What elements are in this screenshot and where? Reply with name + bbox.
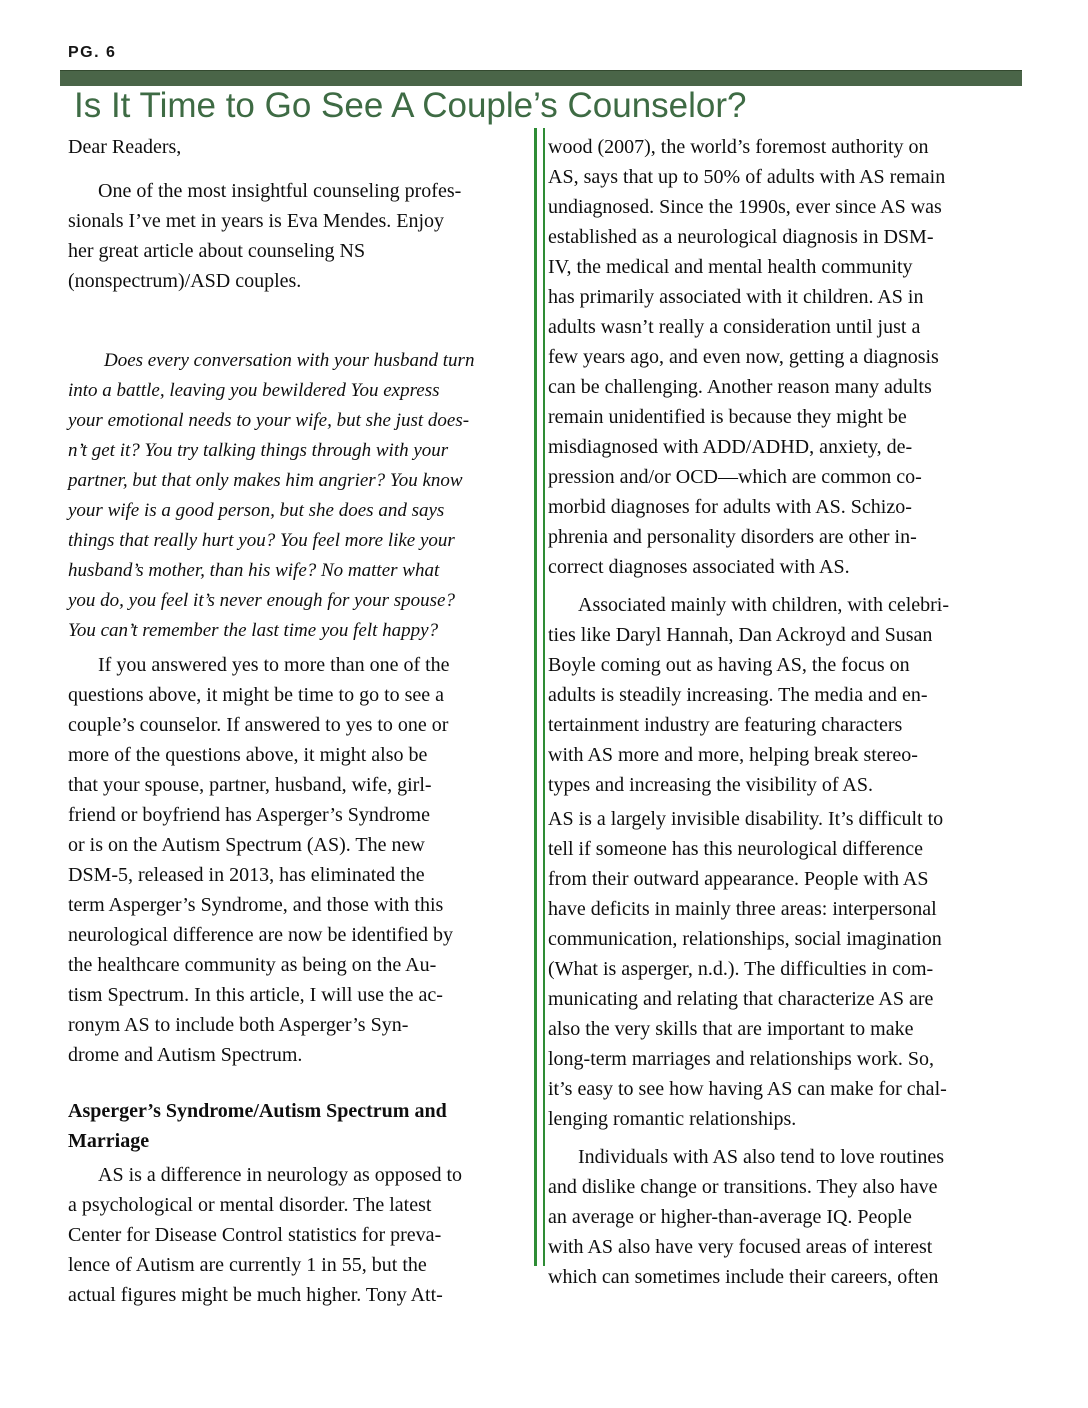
text-line: (nonspectrum)/ASD couples.: [68, 270, 302, 292]
article-body: [68, 132, 1020, 1310]
header-rule: [60, 70, 1022, 86]
text-line: n’t get it? You try talking things through with your: [68, 440, 449, 461]
text-line: municating and relating that characterize AS are: [548, 988, 934, 1010]
text-line: friend or boyfriend has Asperger’s Syndrome: [68, 804, 430, 826]
text-line: You can’t remember the last time you felt happy?: [68, 620, 439, 641]
text-line: it’s easy to see how having AS can make for chal-: [548, 1078, 947, 1100]
text-line: a psychological or mental disorder. The latest: [68, 1194, 432, 1216]
text-line: more of the questions above, it might also be: [68, 744, 428, 766]
text-line: term Asperger’s Syndrome, and those with this: [68, 894, 444, 916]
text-line: types and increasing the visibility of AS.: [548, 774, 873, 796]
text-line: have deficits in mainly three areas: interpersonal: [548, 898, 937, 920]
column-divider: [526, 132, 548, 1310]
page-number: PG. 6: [68, 44, 117, 61]
text-line: wood (2007), the world’s foremost authority on: [548, 136, 929, 158]
body-paragraph: [68, 1160, 526, 1310]
text-line: can be challenging. Another reason many adults: [548, 376, 932, 398]
body-paragraph: [548, 1142, 1020, 1292]
text-line: husband’s mother, than his wife? No matter what: [68, 560, 440, 581]
text-line: AS is a largely invisible disability. It’s difficult to: [548, 808, 944, 830]
text-line: or is on the Autism Spectrum (AS). The new: [68, 834, 425, 856]
text-line: adults is steadily increasing. The media and en-: [548, 684, 928, 706]
text-line: your emotional needs to your wife, but she just does-: [68, 410, 470, 431]
text-line: misdiagnosed with ADD/ADHD, anxiety, de-: [548, 436, 913, 458]
body-paragraph: [68, 650, 526, 1070]
text-line: Associated mainly with children, with celebri-: [578, 594, 950, 616]
text-line: Marriage: [68, 1130, 150, 1152]
text-line: remain unidentified is because they might be: [548, 406, 907, 428]
body-paragraph: [548, 132, 1020, 582]
text-line: with AS more and more, helping break stereo-: [548, 744, 918, 766]
text-line: AS is a difference in neurology as opposed to: [98, 1164, 462, 1186]
text-line: adults wasn’t really a consideration until just a: [548, 316, 921, 338]
body-paragraph: [548, 804, 1020, 1134]
text-line: which can sometimes include their careers, often: [548, 1266, 939, 1288]
text-line: One of the most insightful counseling profes-: [98, 180, 462, 202]
text-line: the healthcare community as being on the Au-: [68, 954, 437, 976]
text-line: Center for Disease Control statistics for preva-: [68, 1224, 442, 1246]
text-line: also the very skills that are important to make: [548, 1018, 914, 1040]
left-column: [68, 132, 526, 1310]
text-line: (What is asperger, n.d.). The difficulties in com-: [548, 958, 934, 980]
text-line: that your spouse, partner, husband, wife, girl-: [68, 774, 432, 796]
text-line: long-term marriages and relationships work. So,: [548, 1048, 935, 1070]
right-column: [548, 132, 1020, 1310]
text-line: things that really hurt you? You feel more like your: [68, 530, 455, 551]
text-line: your wife is a good person, but she does and says: [68, 500, 445, 521]
text-line: established as a neurological diagnosis in DSM-: [548, 226, 934, 248]
text-line: phrenia and personality disorders are other in-: [548, 526, 917, 548]
text-line: Individuals with AS also tend to love routines: [578, 1146, 945, 1168]
text-line: ronym AS to include both Asperger’s Syn-: [68, 1014, 409, 1036]
pull-quote: [68, 346, 526, 646]
text-line: ties like Daryl Hannah, Dan Ackroyd and Susan: [548, 624, 933, 646]
text-line: couple’s counselor. If answered to yes to one or: [68, 714, 449, 736]
text-line: questions above, it might be time to go to see a: [68, 684, 445, 706]
intro-paragraph: [68, 176, 526, 296]
text-line: Asperger’s Syndrome/Autism Spectrum and: [68, 1100, 447, 1122]
section-heading: [68, 1096, 526, 1156]
text-line: morbid diagnoses for adults with AS. Schizo-: [548, 496, 912, 518]
text-line: tertainment industry are featuring characters: [548, 714, 903, 736]
text-line: tism Spectrum. In this article, I will use the ac-: [68, 984, 443, 1006]
text-line: correct diagnoses associated with AS.: [548, 556, 850, 578]
text-line: Does every conversation with your husband turn: [104, 350, 475, 371]
text-line: Dear Readers,: [68, 136, 182, 158]
salutation: [68, 132, 526, 162]
text-line: AS, says that up to 50% of adults with AS remain: [548, 166, 946, 188]
text-line: few years ago, and even now, getting a diagnosis: [548, 346, 939, 368]
body-paragraph: [548, 590, 1020, 800]
text-line: sionals I’ve met in years is Eva Mendes. Enjoy: [68, 210, 445, 232]
text-line: pression and/or OCD—which are common co-: [548, 466, 922, 488]
text-line: drome and Autism Spectrum.: [68, 1044, 303, 1066]
text-line: into a battle, leaving you bewildered You express: [68, 380, 440, 401]
text-line: lenging romantic relationships.: [548, 1108, 797, 1130]
divider-line-right: [543, 128, 545, 1266]
text-line: an average or higher-than-average IQ. People: [548, 1206, 912, 1228]
text-line: and dislike change or transitions. They also have: [548, 1176, 938, 1198]
text-line: has primarily associated with it children. AS in: [548, 286, 924, 308]
text-line: partner, but that only makes him angrier? You know: [68, 470, 463, 491]
text-line: Boyle coming out as having AS, the focus on: [548, 654, 910, 676]
text-line: communication, relationships, social imagination: [548, 928, 942, 950]
text-line: If you answered yes to more than one of the: [98, 654, 450, 676]
text-line: neurological difference are now be identified by: [68, 924, 454, 946]
text-line: you do, you feel it’s never enough for your spouse?: [68, 590, 455, 611]
text-line: from their outward appearance. People with AS: [548, 868, 929, 890]
text-line: her great article about counseling NS: [68, 240, 366, 262]
divider-line-left: [534, 128, 537, 1266]
article-title: Is It Time to Go See A Couple’s Counselor?: [74, 86, 747, 125]
text-line: lence of Autism are currently 1 in 55, but the: [68, 1254, 427, 1276]
text-line: actual figures might be much higher. Tony Att-: [68, 1284, 443, 1306]
text-line: tell if someone has this neurological difference: [548, 838, 924, 860]
text-line: DSM-5, released in 2013, has eliminated the: [68, 864, 425, 886]
text-line: IV, the medical and mental health community: [548, 256, 913, 278]
text-line: undiagnosed. Since the 1990s, ever since AS was: [548, 196, 942, 218]
text-line: with AS also have very focused areas of interest: [548, 1236, 933, 1258]
